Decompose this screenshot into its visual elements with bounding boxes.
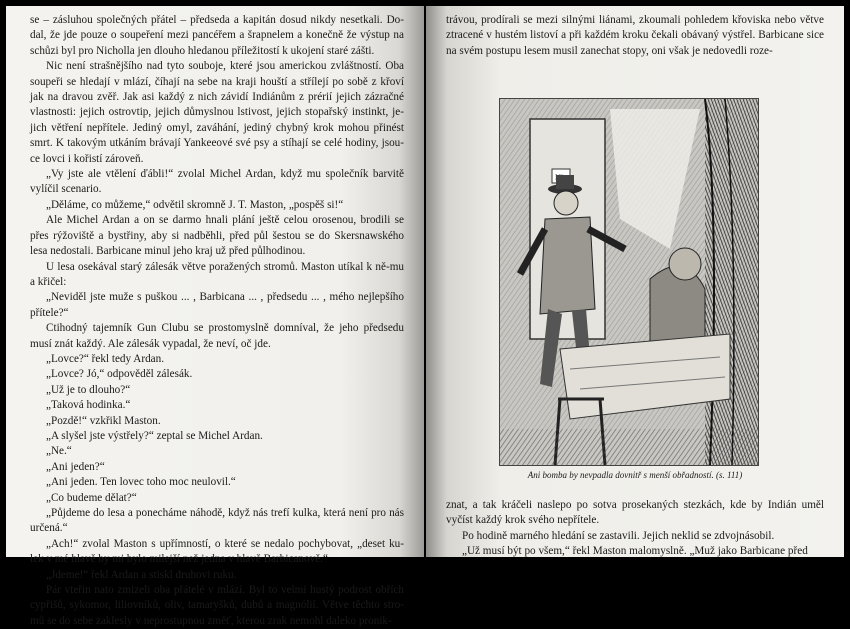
paragraph: „Děláme, co můžeme,“ odvětil skromně J. T. Maston, „pospěš si!“ bbox=[46, 198, 344, 211]
paragraph: „Co budeme dělat?“ bbox=[46, 491, 137, 504]
paragraph: „Pozdě!“ vzkřikl Maston. bbox=[46, 414, 161, 427]
paragraph: Ale Michel Ardan a on se darmo hnali plání ještě celou orosenou, brodili se přes rýžoviště a bystřiny, aby si nadběhli, před půl šestou se do Skersnawského lesa nedostali. Barbicane minul jeho kraj už před půlhodinou. bbox=[30, 214, 404, 258]
right-page bbox=[426, 6, 844, 557]
right-page-bottom-text bbox=[446, 498, 824, 560]
paragraph: „Už musí být po všem,“ řekl Maston malomyslně. „Muž jako Barbicane před bbox=[462, 545, 808, 558]
paragraph: „Taková hodinka.“ bbox=[46, 399, 131, 412]
paragraph: „Jdeme!“ řekl Ardan a stiskl druhovi ruku. bbox=[46, 568, 237, 581]
paragraph: „A slyšel jste výstřely?“ zeptal se Michel Ardan. bbox=[46, 429, 263, 442]
right-page-top-text bbox=[446, 13, 824, 59]
figure-caption: Ani bomba by nevpadla dovnitř s menší obřadností. (s. 111) bbox=[527, 470, 743, 480]
paragraph: Po hodině marného hledání se zastavili. Jejich neklid se zdvojnásobil. bbox=[462, 529, 775, 542]
paragraph: Ctihodný tajemník Gun Clubu se prostomyslně domníval, že jeho předsedu musí znát každý. Ale zálesák vypadal, že neví, oč jde. bbox=[30, 322, 404, 350]
left-page-text bbox=[30, 13, 404, 629]
paragraph: „Už je to dlouho?“ bbox=[46, 383, 131, 396]
paragraph: „Lovce? Jó,“ odpověděl zálesák. bbox=[46, 368, 193, 381]
paragraph: znat, a tak kráčeli naslepo po sotva prosekaných stezkách, kde by Indián uměl vyčíst každý krok svého nepřítele. bbox=[446, 499, 824, 527]
paragraph: „Ne.“ bbox=[46, 445, 72, 458]
paragraph: Nic není strašnějšího nad tyto souboje, které jsou americkou zvláštností. Oba soupeři se hledají v mlází, číhají na sebe na kraji houští a střílejí po sobě z křoví jak na dravou zvěř. Jak asi každý z nich závidí Indiánům z prérií jejich zázračné vlastnosti: jejich ostrovtip, jejich důmyslnou lstivost, jejich stopařský instinkt, je-jich větření nepřítele. Jediný omyl, zaváhání, jediný chybný krok mohou přinést smrt. K takovým utkáním brávají Yankeeové své psy a stíhají se celé hodiny, jsou-ce lovci i kořistí zároveň. bbox=[30, 60, 404, 165]
paragraph: „Neviděl jste muže s puškou ... , Barbicana ... , předsedu ... , mého nejlepšího přítele?“ bbox=[30, 291, 404, 319]
paragraph: „Půjdeme do lesa a ponecháme náhodě, když nás trefí kulka, která není pro nás určená.“ bbox=[30, 507, 404, 535]
paragraph: „Ani jeden?“ bbox=[46, 460, 105, 473]
paragraph: trávou, prodírali se mezi silnými liánami, zkoumali pohledem křoviska nebo větve ztracené v hustém listoví a při každém kroku čekali obávaný výstřel. Barbicane sice na svém postupu lesem musil zanechat stopy, oni však je nedovedli roze- bbox=[446, 14, 824, 57]
paragraph: se – zásluhou společných přátel – předseda a kapitán dosud nikdy nesetkali. Do-dal, že jde pouze o soupeření mezi pancéřem a šrapnelem a konečně že výstup na schůzi byl pro Nicholla jen dlouho hledanou příležitostí k ukojení staré zášti. bbox=[30, 14, 404, 57]
left-page bbox=[6, 6, 424, 627]
engraving-illustration bbox=[499, 98, 759, 466]
paragraph: „Ani jeden. Ten lovec toho moc neulovil.“ bbox=[46, 476, 236, 489]
paragraph: „Ach!“ zvolal Maston s upřímností, o které se nedalo pochybovat, „deset ku-lek v mé hlavě by mi bylo milejší než jedna v hlavě Barbicanově.“ bbox=[30, 537, 404, 566]
paragraph: Pár vteřin nato zmizeli oba přátelé v mlází. Byl to velmi hustý podrost obřích cypřišů, sykomor, liliovníků, oliv, tamaryšků, dubů a magnólií. Větve těchto stro-mů se do sebe zaklesly v neprostupnou změť, kterou zrak nemohl daleko pronik- bbox=[30, 584, 404, 627]
paragraph: U lesa osekával starý zálesák větve poražených stromů. Maston utíkal k ně-mu a křičel: bbox=[30, 260, 404, 288]
paragraph: „Lovce?“ řekl tedy Ardan. bbox=[46, 352, 165, 365]
paragraph: „Vy jste ale vtělení ďábli!“ zvolal Michel Ardan, když mu společník barvitě vylíčil scenario. bbox=[30, 168, 404, 196]
